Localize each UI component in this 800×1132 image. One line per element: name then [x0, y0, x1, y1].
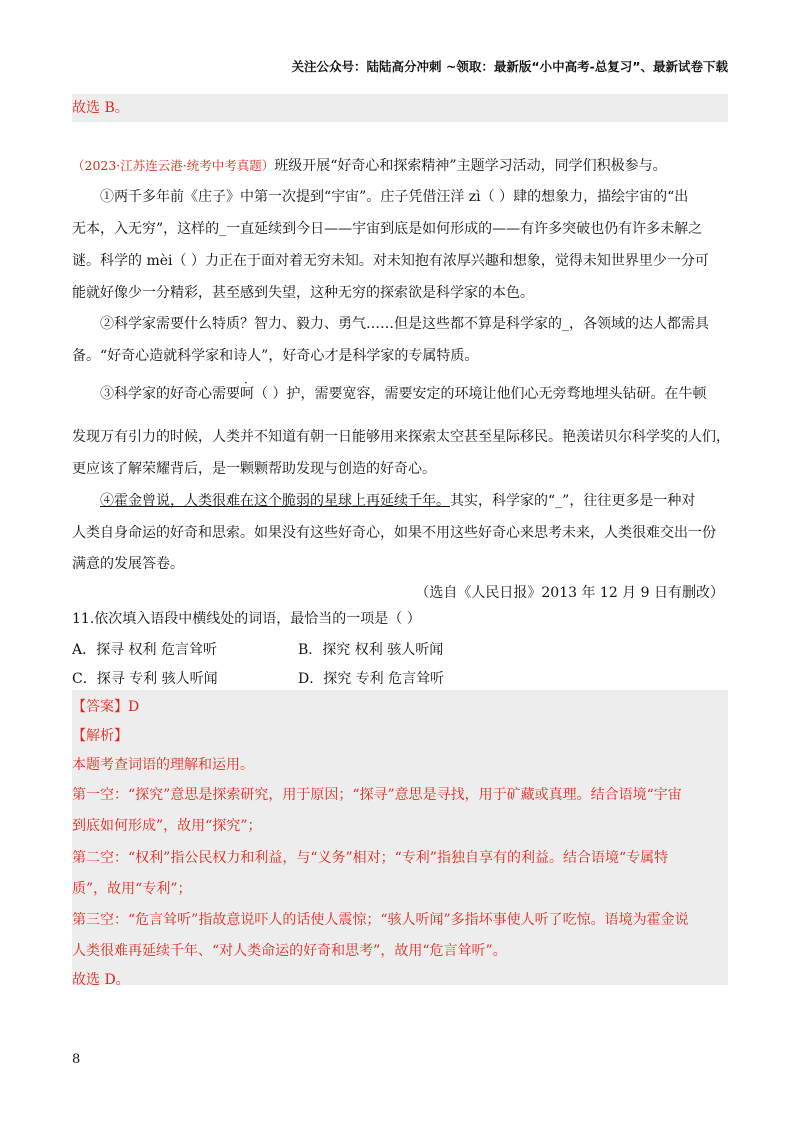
passage-p3-line1-c: （ ）护，需要宽容，需要安定的环境让他们心无旁骛地埋头钻研。在牛顿 [254, 386, 707, 402]
passage-p4-line3: 满意的发展答卷。 [72, 556, 184, 572]
option-a: A．探寻 权利 危言耸听 [72, 642, 218, 658]
option-b: B．探究 权利 骇人听闻 [298, 642, 444, 658]
analysis-line-3: 到底如何形成”，故用“探究”； [72, 818, 262, 834]
analysis-line-1: 本题考查词语的理解和运用。 [72, 757, 254, 773]
analysis-line-5: 质”，故用“专利”； [72, 881, 192, 897]
passage-p4-line1-b: 其实，科学家的“_”，往往更多是一种对 [450, 493, 696, 509]
passage-p3-line1-a: ③科学家的好奇心需要 [100, 386, 240, 402]
analysis-line-6: 第三空：“危言耸听”指故意说吓人的话使人震惊；“骇人听闻”多指坏事使人听了吃惊。语境为霍金说 [72, 912, 689, 928]
option-c: C．探寻 专利 骇人听闻 [72, 671, 218, 687]
answer-block [72, 690, 728, 988]
analysis-line-2: 第一空：“探究”意思是探索研究，用于原因；“探寻”意思是寻找，用于矿藏或真理。结合语境“宇宙 [72, 787, 682, 803]
question-intro-text: 班级开展“好奇心和探索精神”主题学习活动，同学们积极参与。 [274, 158, 667, 174]
passage-p4-line1 [72, 490, 756, 510]
previous-answer-block [72, 94, 728, 122]
previous-answer-line: 故选 B。 [72, 100, 129, 116]
analysis-label: 【解析】 [72, 728, 128, 744]
passage-p1-line2: 无本，入无穷”，这样的_一直延续到今日——宇宙到底是如何形成的——有许多突破也仍有许多未解之 [72, 221, 703, 237]
passage-p2-line1: ②科学家需要什么特质？智力、毅力、勇气……但是这些都不算是科学家的_，各领域的达人都需具 [100, 316, 709, 332]
option-d: D．探究 专利 危言耸听 [298, 671, 445, 687]
analysis-line-8: 故选 D。 [72, 972, 130, 988]
page-header: 关注公众号：陆陆高分冲刺 ~领取：最新版“小中高考-总复习”、最新试卷下载 [291, 59, 728, 74]
question-stem: 11.依次填入语段中横线处的词语，最恰当的一项是（ ） [72, 611, 421, 627]
analysis-line-7: 人类很难再延续千年、“对人类命运的好奇和思考”，故用“危言耸听”。 [72, 943, 507, 959]
passage-p3-line2: 发现万有引力的时候，人类并不知道有朝一日能够用来探索太空甚至星际移民。艳羡诺贝尔科学奖的人们， [72, 429, 730, 445]
passage-p1-line1: ①两千多年前《庄子》中第一次提到“宇宙”。庄子凭借汪洋 zì（ ）肆的想象力，描绘宇宙的“出 [100, 189, 689, 205]
passage-p1-line4: 能就好像少一分精彩，甚至感到失望，这种无穷的探索欲是科学家的本色。 [72, 285, 534, 301]
question-source-tag: （2023·江苏连云港·统考中考真题） [72, 158, 275, 173]
passage-p2-line2: 备。“好奇心造就科学家和诗人”，好奇心才是科学家的专属特质。 [72, 348, 479, 364]
question-intro [72, 155, 728, 175]
passage-p3-emphasis-char: 呵 [240, 386, 254, 402]
passage-p3-line1 [72, 383, 756, 403]
passage-p3-line3: 更应该了解荣耀背后，是一颗颗帮助发现与创造的好奇心。 [72, 461, 436, 477]
passage-p4-line2: 人类自身命运的好奇和思索。如果没有这些好奇心，如果不用这些好奇心来思考未来，人类很难交出一份 [72, 525, 716, 541]
passage-p1-line3: 谜。科学的 mèi（ ）力正在于面对着无穷未知。对未知抱有浓厚兴趣和想象，觉得未知世界里少一分可 [72, 253, 709, 269]
page-number: 8 [72, 1052, 81, 1067]
passage-citation: （选自《人民日报》2013 年 12 月 9 日有删改） [415, 585, 724, 601]
analysis-line-4: 第二空：“权利”指公民权力和利益，与“义务”相对；“专利”指独自享有的利益。结合语境“专属特 [72, 850, 669, 866]
passage-p4-underlined: ④霍金曾说，人类很难在这个脆弱的星球上再延续千年。 [100, 493, 450, 509]
answer-line: 【答案】D [72, 699, 140, 715]
